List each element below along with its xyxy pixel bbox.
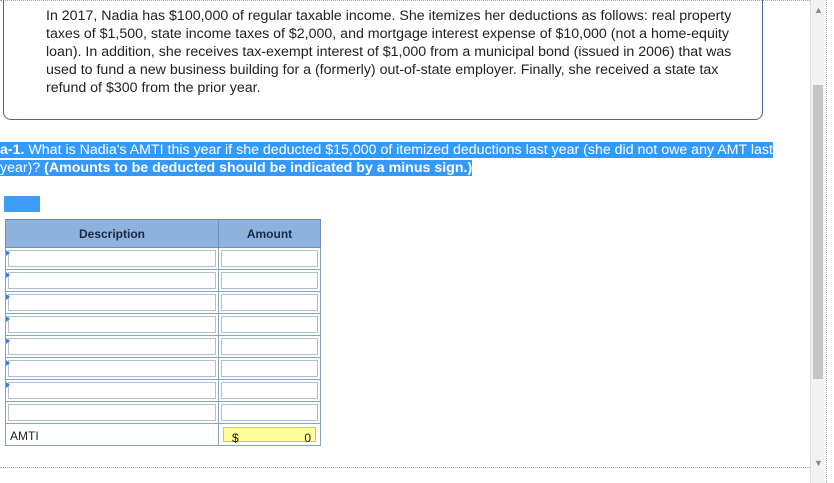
amount-header: Amount bbox=[219, 220, 321, 248]
answer-tab[interactable] bbox=[4, 196, 40, 212]
description-input[interactable] bbox=[8, 360, 216, 377]
description-input[interactable] bbox=[8, 316, 216, 333]
description-input[interactable] bbox=[8, 382, 216, 399]
scroll-down-icon[interactable]: ▼ bbox=[814, 458, 823, 468]
row-marker-icon bbox=[6, 360, 10, 366]
amti-total-field bbox=[223, 427, 316, 445]
amount-input[interactable] bbox=[221, 382, 318, 399]
table-row bbox=[6, 314, 321, 336]
amount-input[interactable] bbox=[221, 338, 318, 355]
amount-input[interactable] bbox=[221, 404, 318, 421]
table-row bbox=[6, 380, 321, 402]
amount-input[interactable] bbox=[221, 250, 318, 267]
vertical-scrollbar[interactable] bbox=[810, 0, 825, 483]
row-marker-icon bbox=[6, 382, 10, 388]
table-row bbox=[6, 358, 321, 380]
table-row bbox=[6, 336, 321, 358]
amount-input[interactable] bbox=[221, 294, 318, 311]
table-row bbox=[6, 248, 321, 270]
problem-text: In 2017, Nadia has $100,000 of regular taxable income. She itemizes her deductions as follows: real property taxes of $1,500, state income taxes of $2,000, and mortgage interest expense of $10,000 (not a home-equity loan). In addition, she receives tax-exempt interest of $1,000 from a municipal bond (issued in 2006) that was used to fund a new business building for a (formerly) out-of-state employer. Finally, she received a state tax refund of $300 from the prior year. bbox=[46, 8, 732, 96]
amount-input[interactable] bbox=[221, 360, 318, 377]
description-input[interactable] bbox=[8, 272, 216, 289]
description-input[interactable] bbox=[8, 250, 216, 267]
description-header: Description bbox=[6, 220, 219, 248]
row-marker-icon bbox=[6, 338, 10, 344]
amount-input[interactable] bbox=[221, 272, 318, 289]
description-input[interactable] bbox=[8, 338, 216, 355]
amti-label: AMTI bbox=[10, 429, 39, 443]
row-marker-icon bbox=[6, 316, 10, 322]
description-input[interactable] bbox=[8, 404, 216, 421]
bottom-divider bbox=[0, 467, 810, 468]
right-divider bbox=[826, 0, 827, 483]
total-row bbox=[6, 424, 321, 446]
table-row bbox=[6, 270, 321, 292]
amti-table bbox=[5, 219, 321, 446]
question-label: a-1. bbox=[0, 142, 25, 158]
table-row bbox=[6, 402, 321, 424]
currency-symbol: $ bbox=[232, 431, 239, 445]
table-row bbox=[6, 292, 321, 314]
row-marker-icon bbox=[6, 272, 10, 278]
row-marker-icon bbox=[6, 250, 10, 256]
row-marker-icon bbox=[6, 294, 10, 300]
scrollbar-thumb[interactable] bbox=[813, 85, 823, 379]
question-body: What is Nadia's AMTI this year if she deducted $15,000 of itemized deductions last year (she did not owe any AMT last year)? bbox=[0, 142, 773, 176]
amti-total-value: 0 bbox=[304, 431, 311, 445]
amount-input[interactable] bbox=[221, 316, 318, 333]
description-input[interactable] bbox=[8, 294, 216, 311]
question-text bbox=[0, 141, 800, 177]
question-instruction: (Amounts to be deducted should be indicated by a minus sign.) bbox=[44, 160, 473, 176]
scroll-up-icon[interactable]: ▲ bbox=[814, 5, 823, 15]
